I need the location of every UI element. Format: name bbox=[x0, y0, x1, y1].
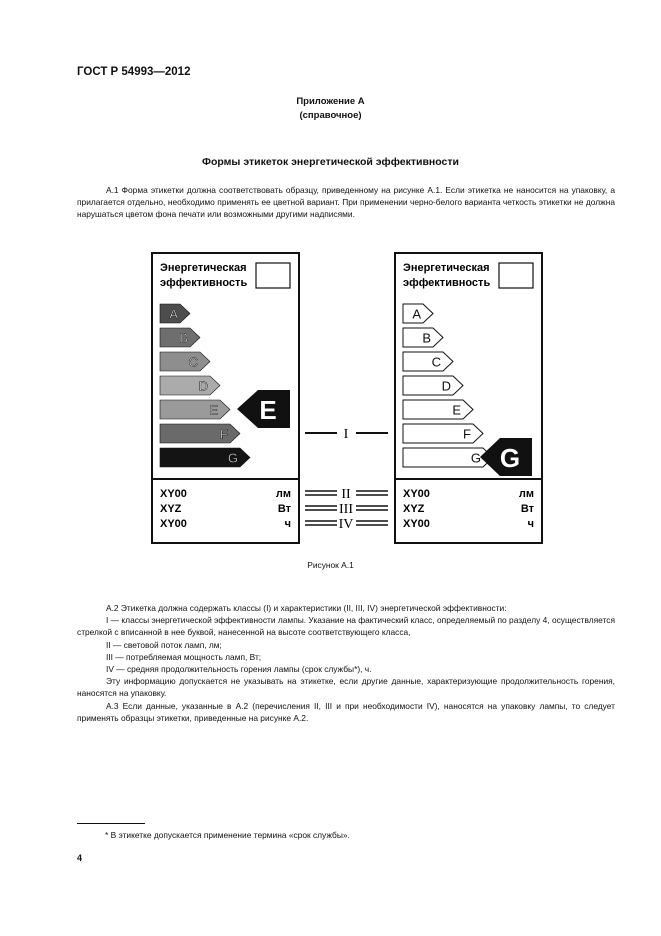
characteristic-name: XY00 bbox=[403, 488, 430, 500]
class-bar-d bbox=[160, 376, 220, 395]
connector-label-III: III bbox=[339, 502, 353, 517]
connector-label-II: II bbox=[341, 487, 351, 502]
right-logo-box bbox=[499, 263, 533, 288]
class-letter-b: B bbox=[179, 330, 188, 346]
footnote-separator bbox=[77, 823, 145, 824]
class-letter-f: F bbox=[220, 426, 228, 442]
characteristic-unit: Вт bbox=[277, 503, 291, 515]
class-letter-b: B bbox=[422, 330, 431, 346]
class-bar-c bbox=[403, 352, 453, 371]
characteristic-unit: лм bbox=[275, 488, 291, 500]
para-a3-line: А.3 Если данные, указанные в А.2 (перечисления II, III и при необходимости IV), наносятся на упаковку лампы, то следует применять образцы этикетки, приведенные на рисунке А.2. bbox=[77, 700, 615, 723]
class-letter-d: D bbox=[198, 378, 208, 394]
page-number: 4 bbox=[77, 853, 83, 863]
left-indicator-letter: E bbox=[259, 395, 277, 425]
left-logo-box bbox=[256, 263, 290, 288]
class-bar-e bbox=[403, 400, 473, 419]
class-bar-f bbox=[160, 424, 240, 443]
left-title-line2: эффективность bbox=[160, 277, 248, 289]
class-letter-g: G bbox=[227, 450, 238, 466]
energy-label-figure bbox=[0, 250, 661, 550]
class-letter-c: C bbox=[431, 354, 441, 370]
section-title: Формы этикеток энергетической эффективности bbox=[202, 156, 459, 168]
para-a2-line: III — потребляемая мощность ламп, Вт; bbox=[106, 651, 262, 662]
para-a2-line: IV — средняя продолжительность горения лампы (срок службы*), ч. bbox=[106, 664, 372, 675]
class-letter-e: E bbox=[452, 402, 461, 418]
class-letter-a: A bbox=[412, 306, 421, 322]
class-letter-c: C bbox=[188, 354, 198, 370]
class-bar-c bbox=[160, 352, 210, 371]
figure-caption: Рисунок А.1 bbox=[307, 560, 354, 570]
right-indicator-letter: G bbox=[499, 443, 521, 473]
class-letter-d: D bbox=[441, 378, 451, 394]
characteristic-unit: ч bbox=[284, 518, 291, 530]
right-title-line1: Энергетическая bbox=[403, 262, 490, 274]
annex-title: Приложение А bbox=[296, 96, 365, 107]
connector-I bbox=[305, 427, 388, 442]
class-bar-e bbox=[160, 400, 230, 419]
characteristic-unit: Вт bbox=[520, 503, 534, 515]
paragraph-a1-text: А.1 Форма этикетки должна соответствовать образцу, приведенному на рисунке А.1. Если этикетка не наносится на упаковку, а прилагается отдельно, необходимо применять ее цветной вариант. При применении черно-белого варианта четкость этикетки не должна нарушаться цветом фона печати или возможными другими надписями. bbox=[77, 185, 615, 220]
para-a2-line: Эту информацию допускается не указывать на этикетке, если другие данные, характеризующие продолжительность горения, наносятся на упаковку. bbox=[77, 676, 615, 699]
connector-label-IV: IV bbox=[338, 517, 354, 532]
annex-subtitle: (справочное) bbox=[299, 110, 362, 121]
document-header: ГОСТ Р 54993—2012 bbox=[77, 66, 191, 78]
annex-heading bbox=[0, 95, 661, 123]
para-a2-line: I — классы энергетической эффективности лампы. Указание на фактический класс, определяемый по разделу 4, осуществляется стрелкой с вписанной в нее буквой, нанесенной на высоте соответствующего класса, bbox=[77, 615, 615, 638]
footnote: * В этикетке допускается применение термина «срок службы». bbox=[105, 830, 350, 840]
characteristic-name: XY00 bbox=[403, 518, 430, 530]
connector-III bbox=[305, 502, 388, 517]
class-letter-g: G bbox=[470, 450, 481, 466]
class-bar-d bbox=[403, 376, 463, 395]
para-a2-line: А.2 Этикетка должна содержать классы (I) и характеристики (II, III, IV) энергетической эффективности: bbox=[106, 603, 507, 613]
characteristic-unit: ч bbox=[527, 518, 534, 530]
class-letter-a: A bbox=[169, 306, 178, 322]
class-letter-e: E bbox=[209, 402, 218, 418]
class-letter-f: F bbox=[463, 426, 471, 442]
left-title-line1: Энергетическая bbox=[160, 262, 247, 274]
characteristic-name: XYZ bbox=[403, 503, 425, 515]
class-bar-f bbox=[403, 424, 483, 443]
characteristic-unit: лм bbox=[518, 488, 534, 500]
paragraph-a2 bbox=[77, 602, 615, 724]
connector-IV bbox=[305, 517, 388, 532]
characteristic-name: XYZ bbox=[160, 503, 182, 515]
connector-II bbox=[305, 487, 388, 502]
right-title-line2: эффективность bbox=[403, 277, 491, 289]
para-a2-line: II — световой поток ламп, лм; bbox=[106, 639, 222, 650]
characteristic-name: XY00 bbox=[160, 488, 187, 500]
paragraph-a1 bbox=[77, 184, 615, 221]
characteristic-name: XY00 bbox=[160, 518, 187, 530]
connector-label-I: I bbox=[343, 427, 349, 442]
